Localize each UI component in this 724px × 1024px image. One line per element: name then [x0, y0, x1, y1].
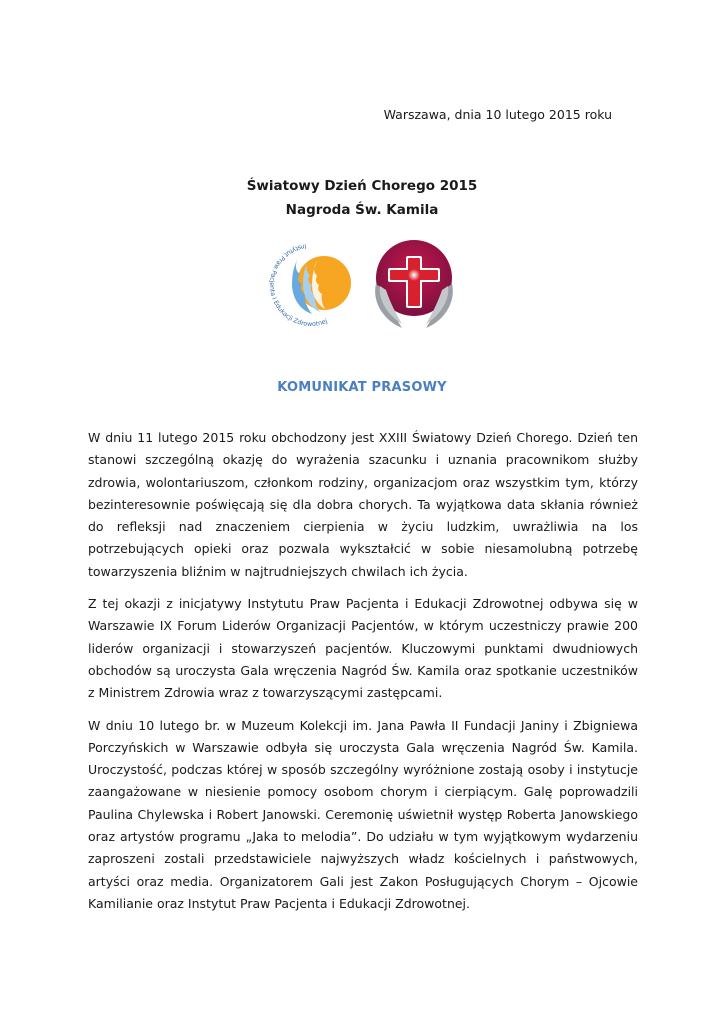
press-release-heading: KOMUNIKAT PRASOWY	[277, 380, 447, 395]
title-block	[0, 174, 724, 222]
date-line: Warszawa, dnia 10 lutego 2015 roku	[383, 107, 612, 122]
paragraph-3: W dniu 10 lutego br. w Muzeum Kolekcji im. Jana Pawła II Fundacji Janiny i Zbigniewa Porczyńskich w Warszawie odbyła się uroczysta Gala wręczenia Nagród Św. Kamila. Uroczystość, podczas której w sposób szczególny wyróżnione zostają osoby i instytucje zaangażowane w niesienie pomocy osobom chorym i cierpiącym. Galę poprowadzili Paulina Chylewska i Robert Janowski. Ceremonię uświetnił występ Roberta Janowskiego oraz artystów programu „Jaka to melodia”. Do udziału w tym wyjątkowym wydarzeniu zaproszeni zostali przedstawiciele najwyższych władz kościelnych i państwowych, artyści oraz media. Organizatorem Gali jest Zakon Posługujących Chorym – Ojcowie Kamilianie oraz Instytut Praw Pacjenta i Edukacji Zdrowotnej.	[88, 717, 638, 911]
patient-rights-institute-logo-icon	[264, 238, 358, 332]
st-camillus-cross-logo-icon	[368, 238, 460, 338]
paragraph-1: W dniu 11 lutego 2015 roku obchodzony jest XXIII Światowy Dzień Chorego. Dzień ten stanowi szczególną okazję do wyrażenia szacunku i uznania pracownikom służby zdrowia, wolontariuszom, członkom rodziny, organizacjom oraz wszystkim tym, którzy bezinteresownie poświęcają się dla dobra chorych. Ta wyjątkowa data skłania również do refleksji nad znaczeniem cierpienia w życiu ludzkim, uwrażliwia na los potrzebujących opieki oraz pozwala wykształcić w sobie niesamolubną potrzebę towarzyszenia bliźnim w najtrudniejszych chwilach ich życia.	[88, 430, 638, 579]
body-text	[88, 427, 638, 925]
logo-ring-text: Instytut Praw Pacjenta i Edukacji Zdrowotnej	[267, 242, 329, 329]
title-line-1: Światowy Dzień Chorego 2015	[246, 178, 478, 194]
title-line-2: Nagroda Św. Kamila	[285, 202, 439, 218]
logos-row	[264, 238, 464, 338]
paragraph-2: Z tej okazji z inicjatywy Instytutu Praw Pacjenta i Edukacji Zdrowotnej odbywa się w Warszawie IX Forum Liderów Organizacji Pacjentów, w którym uczestniczy prawie 200 liderów organizacji i stowarzyszeń pacjentów. Kluczowymi punktami dwudniowych obchodów są uroczysta Gala wręczenia Nagród Św. Kamila oraz spotkanie uczestników z Ministrem Zdrowia wraz z towarzyszącymi zastępcami.	[88, 596, 638, 701]
